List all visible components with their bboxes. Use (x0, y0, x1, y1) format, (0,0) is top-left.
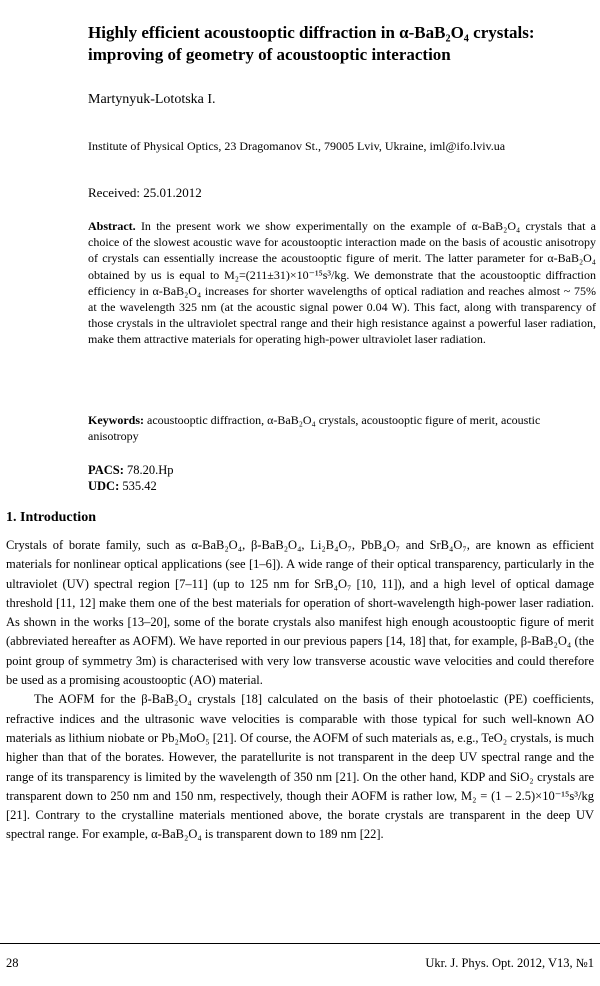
author-name: Martynyuk-Lototska I. (88, 92, 216, 107)
abstract (88, 218, 596, 348)
paragraph: The AOFM for the β-BaB₂O₄ crystals [18] calculated on the basis of their photoelastic (PE) coefficients, refractive indices and the ultrasonic wave velocities is comparable with those typical for such well-known AO materials as lithium niobate or Pb₂MoO₅ [21]. Of course, the AOFM of such materials as, e.g., TeO₂ crystals, is much higher than that of the borates. However, the paratellurite is not transparent in the deep UV spectral range and the range of its transparency is limited by the wavelength of 350 nm [21]. On the other hand, KDP and SiO₂ crystals are transparent down to 250 nm and 150 nm, respectively, though their AOFM is rather low, M₂ = (1 – 2.5)×10⁻¹⁵s³/kg [21]. Contrary to the crystalline materials mentioned above, the borate crystals are transparent in the deep UV spectral range. For example, α-BaB₂O₄ is transparent down to 189 nm [22]. (6, 692, 594, 842)
article-title: Highly efficient acoustooptic diffraction in α-BaB₂O₄ crystals: improving of geometry of acoustooptic interaction (88, 23, 535, 64)
paragraph: Crystals of borate family, such as α-BaB₂O₄, β-BaB₂O₄, Li₂B₄O₇, PbB₄O₇ and SrB₄O₇, are known as efficient materials for nonlinear optical applications (see [1–6]). A wide range of their optical transparency, particularly in the ultraviolet (UV) spectral region [7–11] (up to 125 nm for SrB₄O₇ [10, 11]), and a high level of optical damage threshold [11, 12] make them one of the best materials for operation of short-wavelength high-power laser radiation. As shown in the works [13–20], some of the borate crystals also manifest high enough acoustooptic figure of merit (abbreviated hereafter as AOFM). We have reported in our previous papers [14, 18] that, for example, β-BaB₂O₄ (the point group of symmetry 3m) is characterised with very low transverse acoustic wave velocities and could therefore be used as a promising acoustooptic (AO) material. (6, 538, 594, 688)
received-date: Received: 25.01.2012 (88, 185, 202, 200)
abstract-label: Abstract. (88, 219, 136, 233)
journal-reference: Ukr. J. Phys. Opt. 2012, V13, №1 (425, 956, 594, 970)
affiliation: Institute of Physical Optics, 23 Dragomanov St., 79005 Lviv, Ukraine, iml@ifo.lviv.ua (88, 139, 506, 153)
udc-line (88, 478, 174, 494)
keywords-text: acoustooptic diffraction, α-BaB₂O₄ crystals, acoustooptic figure of merit, acoustic anisotropy (88, 413, 541, 443)
footer-rule (0, 943, 600, 944)
keywords (88, 412, 588, 444)
body-text (6, 536, 594, 845)
udc-value: 535.42 (122, 479, 157, 493)
pacs-line (88, 462, 174, 478)
classification-codes (88, 462, 174, 494)
section-heading: 1. Introduction (6, 510, 96, 525)
pacs-value: 78.20.Hp (127, 463, 174, 477)
page-number: 28 (6, 956, 19, 970)
udc-label: UDC: (88, 479, 120, 493)
abstract-text: In the present work we show experimentally on the example of α-BaB₂O₄ crystals that a choice of the slowest acoustic wave for acoustooptic interaction made on the basis of acoustic anisotropy of crystals can essentially increase the acoustooptic figure of merit. The latter parameter for α-BaB₂O₄ obtained by us is equal to M₂=(211±31)×10⁻¹⁵s³/kg. We demonstrate that the acoustooptic diffraction efficiency in α-BaB₂O₄ increases for shorter wavelengths of optical radiation and reaches almost ~ 75% at the wavelength 325 nm (at the acoustic signal power 0.04 W). This fact, along with transparency of those crystals in the ultraviolet spectral range and their high resistance against a powerful laser radiation, make them attractive materials for operating high-power ultraviolet laser radiation. (88, 219, 597, 347)
keywords-label: Keywords: (88, 413, 144, 427)
pacs-label: PACS: (88, 463, 124, 477)
